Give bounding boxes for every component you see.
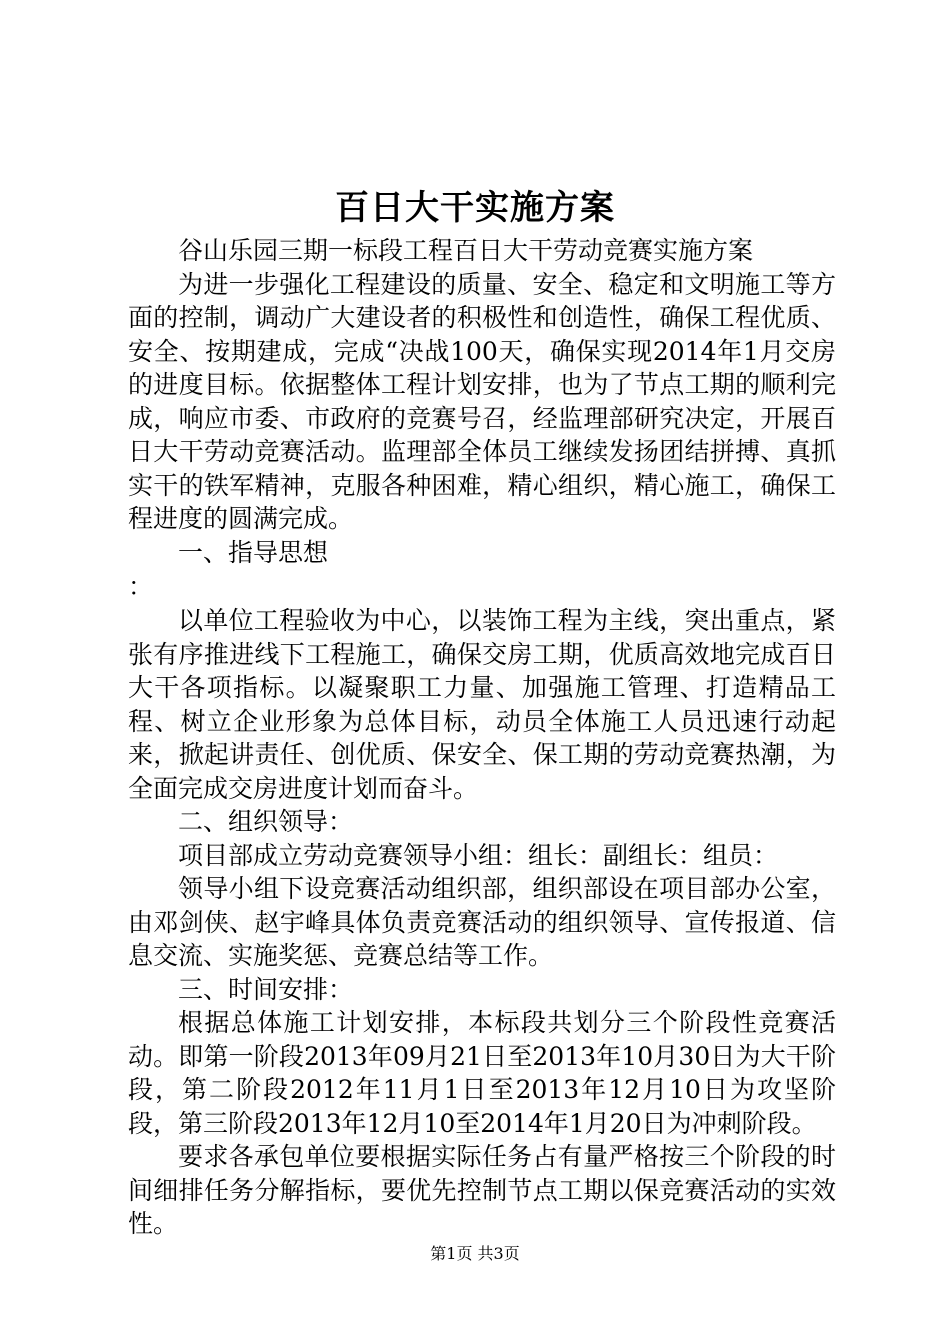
paragraph-guiding-ideology: 以单位工程验收为中心，以装饰工程为主线，突出重点，紧张有序推进线下工程施工，确保交房工期，优质高效地完成百日大干各项指标。以凝聚职工力量、加强施工管理、打造精品工程、树立企业形象为总体目标，动员全体施工人员迅速行动起来，掀起讲责任、创优质、保安全、保工期的劳动竞赛热潮，为全面完成交房进度计划而奋斗。 [128, 606, 836, 803]
section-heading-schedule: 三、时间安排： [178, 974, 354, 1004]
section-heading-organization: 二、组织领导： [178, 807, 354, 836]
document-body [128, 234, 836, 1241]
paragraph-subtitle: 谷山乐园三期一标段工程百日大干劳动竞赛实施方案 [178, 236, 754, 265]
colon-line: ： [128, 572, 154, 601]
paragraph-requirements: 要求各承包单位要根据实际任务占有量严格按三个阶段的时间细排任务分解指标，要优先控制节点工期以保竞赛活动的实效性。 [128, 1142, 836, 1238]
document-title: 百日大干实施方案 [335, 188, 615, 228]
paragraph-intro: 为进一步强化工程建设的质量、安全、稳定和文明施工等方面的控制，调动广大建设者的积极性和创造性，确保工程优质、安全、按期建成，完成“决战100天，确保实现2014年1月交房的进度目标。依据整体工程计划安排，也为了节点工期的顺利完成，响应市委、市政府的竞赛号召，经监理部研究决定，开展百日大干劳动竞赛活动。监理部全体员工继续发扬团结拼搏、真抓实干的铁军精神，克服各种困难，精心组织，精心施工，确保工程进度的圆满完成。 [128, 269, 836, 533]
paragraph-organization-department: 领导小组下设竞赛活动组织部，组织部设在项目部办公室，由邓剑侠、赵宇峰具体负责竞赛活动的组织领导、宣传报道、信息交流、实施奖惩、竞赛总结等工作。 [128, 874, 836, 970]
paragraph-schedule: 根据总体施工计划安排，本标段共划分三个阶段性竞赛活动。即第一阶段2013年09月21日至2013年10月30日为大干阶段，第二阶段2012年11月1日至2013年12月10日为攻坚阶段，第三阶段2013年12月10至2014年1月20日为冲刺阶段。 [128, 1008, 836, 1138]
page-footer: 第1页 共3页 [430, 1244, 520, 1263]
paragraph-leading-group: 项目部成立劳动竞赛领导小组：组长：副组长：组员： [178, 840, 779, 870]
section-heading-guiding-ideology: 一、指导思想 [178, 537, 329, 567]
